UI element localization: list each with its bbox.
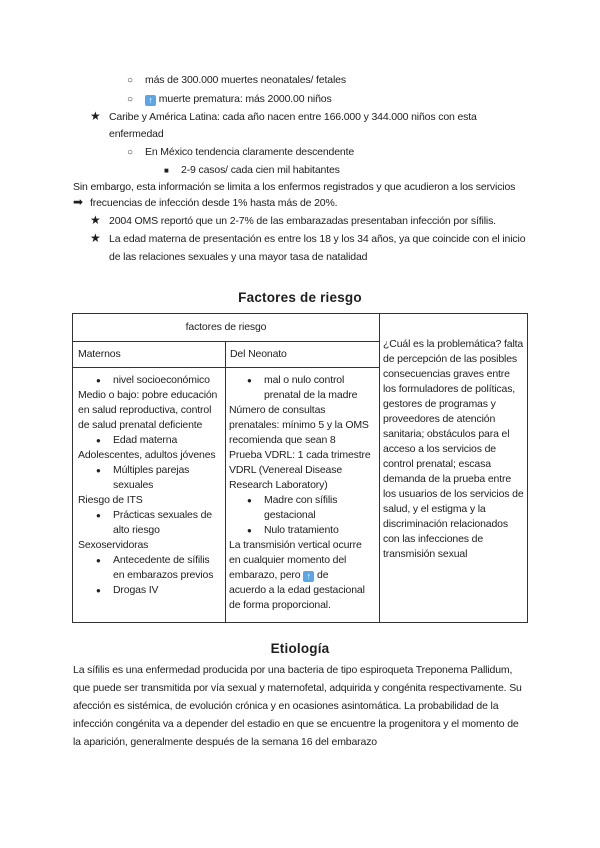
star-bullet-icon: ★	[90, 109, 101, 123]
intro-line-2: ↑ muerte prematura: más 2000.00 niños	[145, 93, 332, 106]
intro-line-9a: La edad materna de presentación es entre los 18 y los 34 años, ya que coincide con el inicio	[109, 233, 526, 245]
intro-line-7: frecuencias de infección desde 1% hasta más de 20%.	[90, 197, 338, 209]
up-arrow-icon: ↑	[145, 95, 156, 106]
intro-line-4: En México tendencia claramente descendente	[145, 146, 355, 158]
bullet-icon: ●	[96, 376, 101, 385]
intro-line-5: 2-9 casos/ cada cien mil habitantes	[181, 164, 340, 176]
bullet-icon: ●	[96, 556, 101, 565]
bullet-icon: ●	[96, 466, 101, 475]
intro-line-1: más de 300.000 muertes neonatales/ fetales	[145, 74, 346, 86]
hollow-circle-bullet-icon: ○	[127, 147, 134, 158]
star-bullet-icon: ★	[90, 213, 101, 227]
hollow-circle-bullet-icon: ○	[127, 94, 134, 105]
hollow-circle-bullet-icon: ○	[127, 75, 134, 86]
intro-line-3b: enfermedad	[109, 128, 164, 140]
intro-line-3a: Caribe y América Latina: cada año nacen entre 166.000 y 344.000 niños con esta	[109, 111, 477, 123]
bullet-icon: ●	[96, 436, 101, 445]
bullet-icon: ●	[96, 586, 101, 595]
column-maternos: Maternos	[78, 348, 121, 360]
column-neonato: Del Neonato	[230, 348, 287, 360]
bullet-icon: ●	[247, 496, 252, 505]
bullet-icon: ●	[96, 511, 101, 520]
table-header: factores de riesgo	[185, 321, 267, 333]
intro-line-6: Sin embargo, esta información se limita a los enfermos registrados y que acudieron a los servicios	[73, 181, 516, 193]
intro-line-8: 2004 OMS reportó que un 2-7% de las embarazadas presentaban infección por sífilis.	[109, 215, 496, 227]
up-arrow-icon: ↑	[303, 571, 314, 582]
bullet-icon: ●	[247, 376, 252, 385]
intro-line-9b: de las relaciones sexuales y una mayor tasa de natalidad	[109, 251, 368, 263]
bullet-icon: ●	[247, 526, 252, 535]
risk-factors-heading: Factores de riesgo	[238, 290, 362, 305]
right-arrow-icon: ➡	[73, 195, 84, 209]
square-bullet-icon: ■	[164, 166, 169, 175]
etiologia-heading: Etiología	[270, 641, 330, 656]
star-bullet-icon: ★	[90, 231, 101, 245]
risk-factors-table: factores de riesgo Maternos Del Neonato ● nivel socioeconómico Medio o bajo: pobre educación en salud reproductiva, control de salud prenatal deficiente ● Edad materna Adolescentes, adultos jóvenes ● Múltiples parejas sexuales Riesgo de ITS ● Prácticas sexuales de alto riesgo Sexoservidoras ● Antecedente de sífilis en embarazos previos ● Drogas IV ● mal o nulo control prenatal de la madre Número de consultas prenatales: mínimo 5 y la OMS recomienda que sean 8 Prueba VDRL: 1 cada trimestre VDRL (Venereal Disease Research Laboratory) ● Madre con sífilis gestacional ● Nulo tratamiento La transmisión vertical ocurre en cualquier momento del embarazo, pero ↑ de acuerdo a la edad gestacional de forma proporcional. ¿Cuál es la problemática? falta de percepción de las posibles consecuencias graves entre los formuladores de políticas, gestores de programas y proveedores de atención sanitaria; obstáculos para el acceso a los servicios de control prenatal; escasa demanda de la prueba entre los usuarios de los servicios de salud, y el estigma y la discriminación relacionados con las infecciones de transmisión sexual	[72, 313, 528, 623]
